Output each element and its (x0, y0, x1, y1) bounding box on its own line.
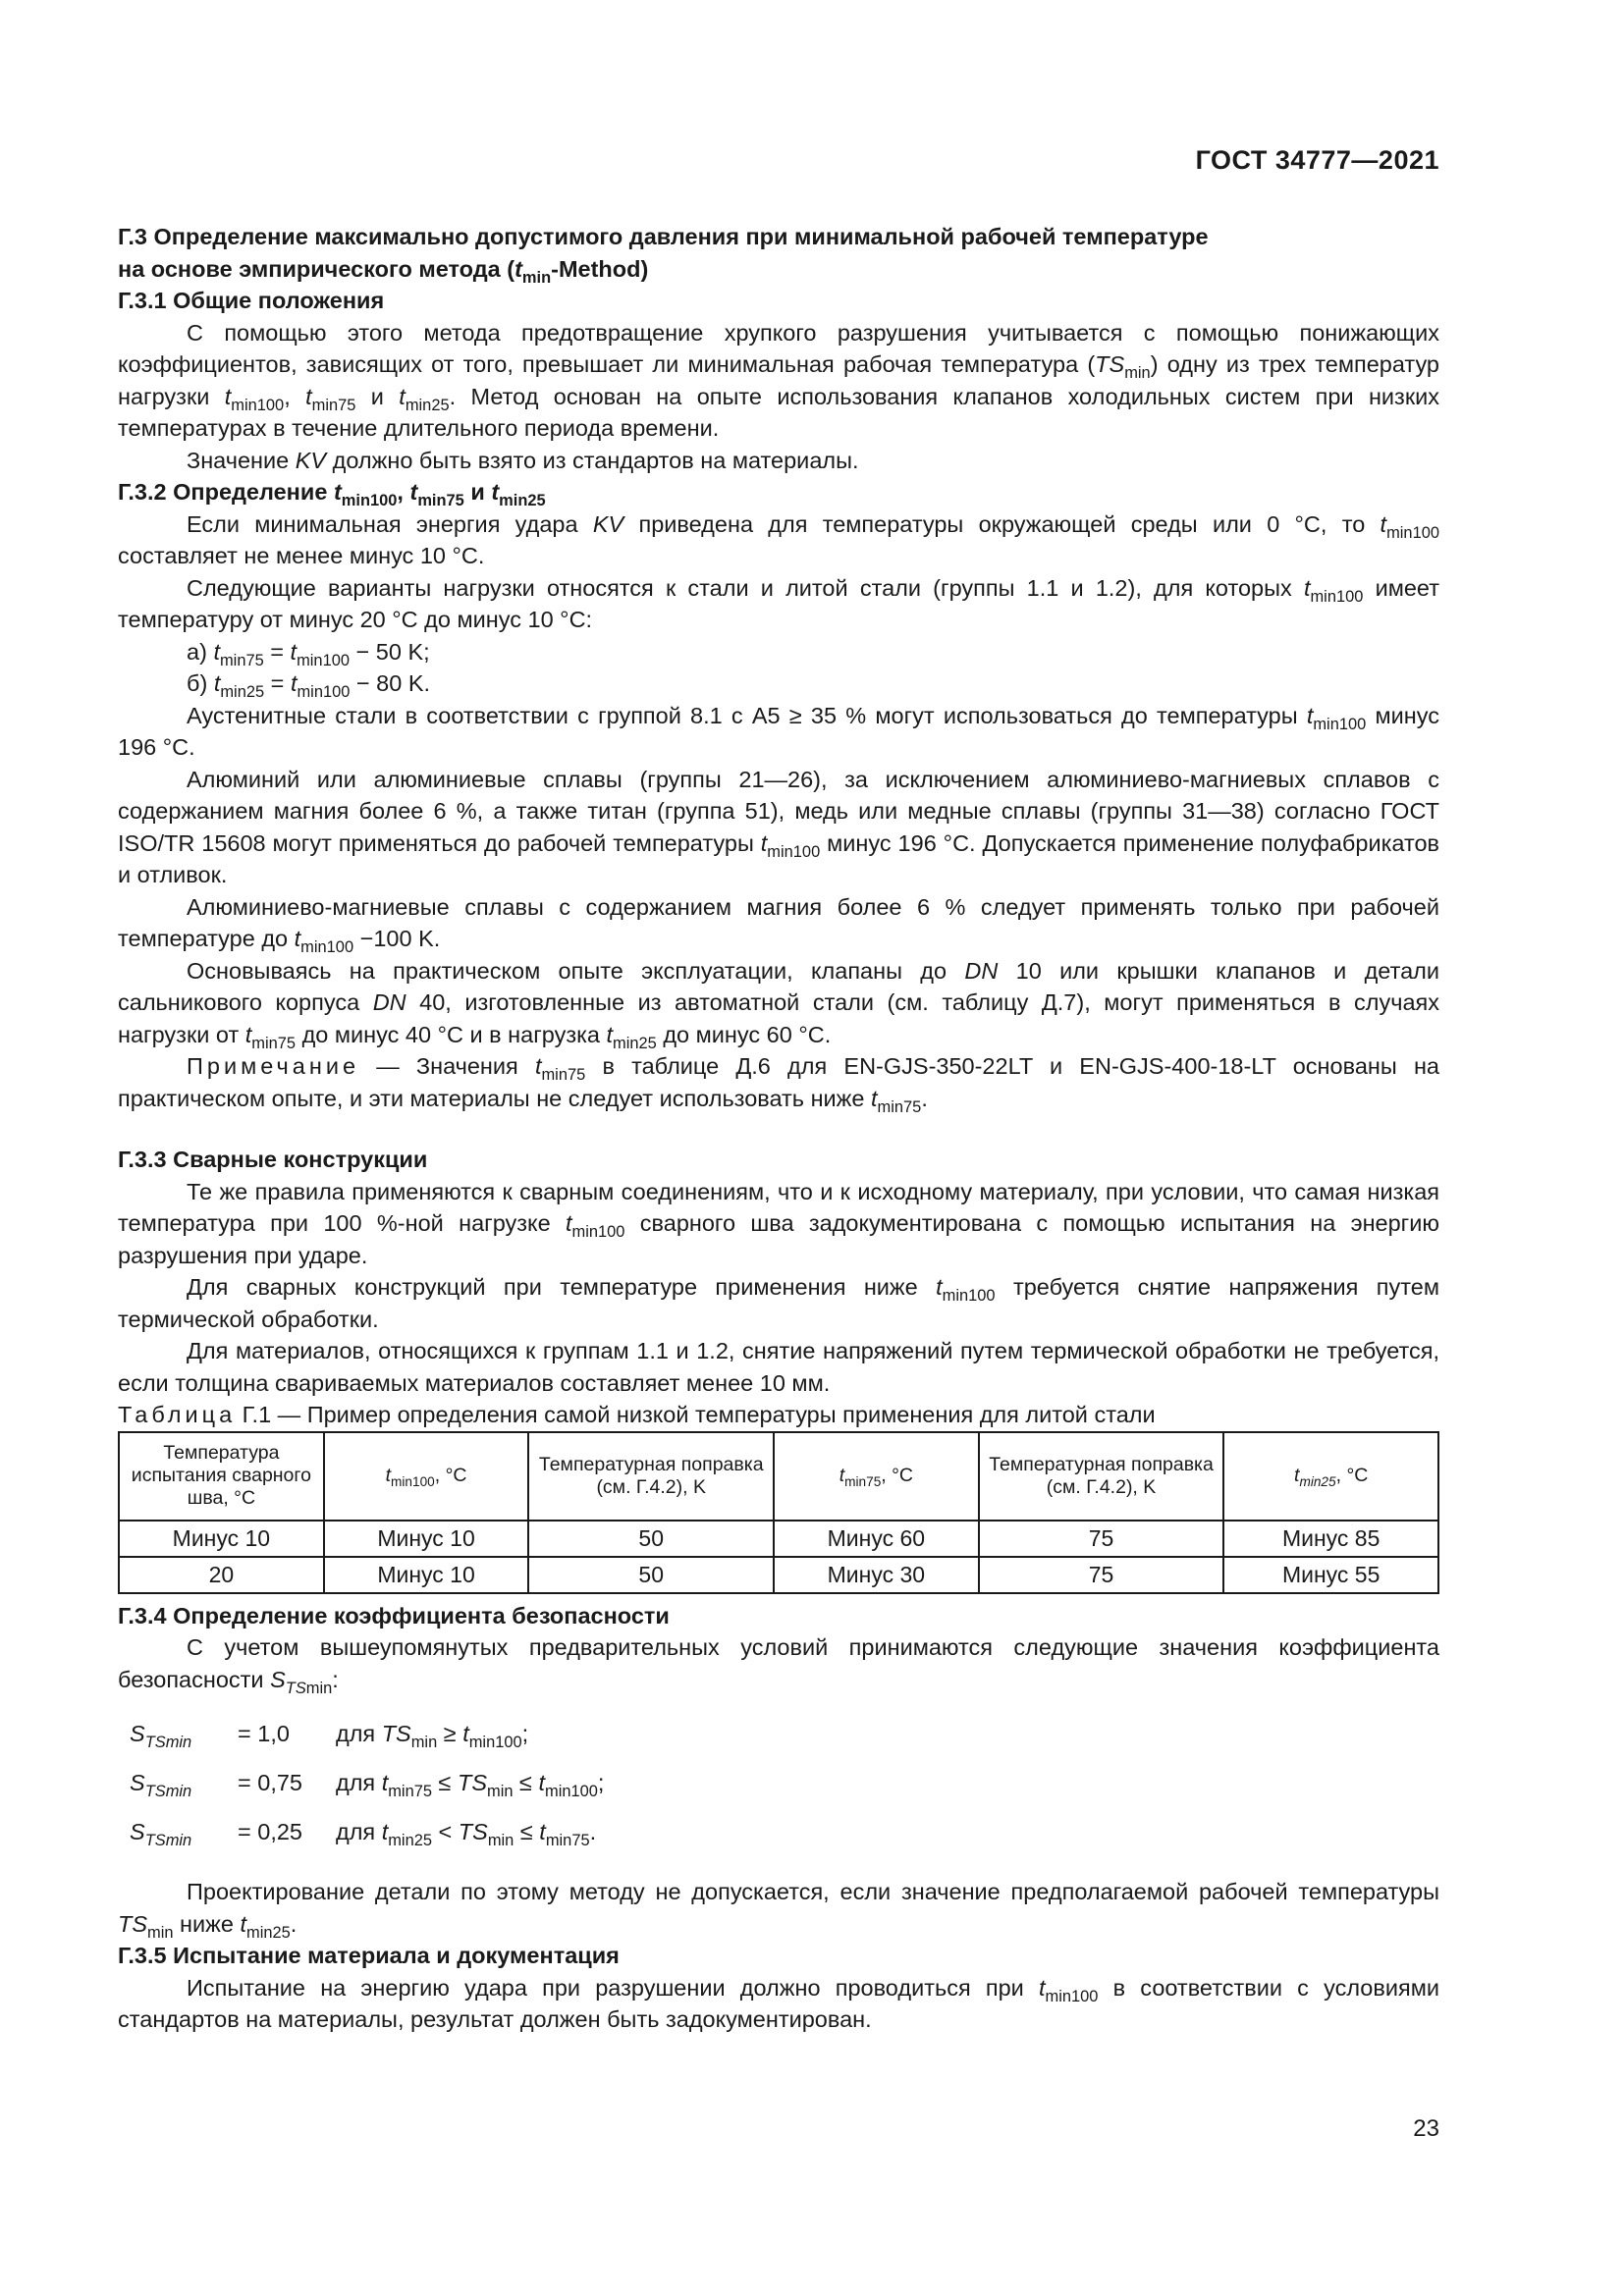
paragraph: Испытание на энергию удара при разрушении должно проводиться при $t_{min100}$ в соответствии с условиями стандартов на материалы, результат должен быть задокументирован. (118, 1974, 1439, 2032)
table-cell: 50 (528, 1521, 774, 1557)
formula-condition: для $TS_{min} \ge t_{min100}$; (336, 1721, 529, 1751)
paragraph: Аустенитные стали в соответствии с группой 8.1 с A5 ≥ 35 % могут использоваться до температуры $t_{min100}$ минус 196 °С. (118, 702, 1439, 760)
paragraph: Если минимальная энергия удара KV приведена для температуры окружающей среды или 0 °С, то $t_{min100}$ составляет не менее минус 10 °С. (118, 510, 1439, 568)
list-item: а) $t_{min75} = t_{min100} - 50$ K; (187, 638, 430, 669)
paragraph: Алюминий или алюминиевые сплавы (группы 21—26), за исключением алюминиево-магниевых сплавов с содержанием магния более 6 %, а также титан (группа 51), медь или медные сплавы (группы 31—38) согласно ГОСТ ISO/TR 15608 могут применяться до рабочей температуры $t_{min100}$ минус 196 °С. Допускается применение полуфабрикатов и отливок. (118, 766, 1439, 887)
table-cell: Минус 10 (119, 1521, 324, 1557)
table-g1 (118, 1431, 1439, 1594)
table-cell: Минус 55 (1223, 1557, 1438, 1593)
table-header-row (119, 1432, 1438, 1521)
formula-value: = 0,25 (238, 1819, 302, 1844)
section-g3-title: Г.3 Определение максимально допустимого давления при минимальной рабочей температуре на основе эмпирического метода $(t_{min}-Method)$ (118, 224, 1209, 287)
table-cell: Минус 10 (324, 1557, 529, 1593)
table-cell: 75 (979, 1557, 1224, 1593)
paragraph: Для материалов, относящихся к группам 1.1 и 1.2, снятие напряжений путем термической обработки не требуется, если толщина свариваемых материалов составляет менее 10 мм. (118, 1338, 1439, 1396)
table-header-cell: Температура испытания сварного шва, °С (119, 1432, 324, 1521)
paragraph: Следующие варианты нагрузки относятся к стали и литой стали (группы 1.1 и 1.2), для которых $t_{min100}$ имеет температуру от минус 20 °С до минус 10 °С: (118, 574, 1439, 632)
paragraph: Основываясь на практическом опыте эксплуатации, клапаны до DN 10 или крышки клапанов и детали сальникового корпуса DN 40, изготовленные из автоматной стали (см. таблицу Д.7), могут применяться в случаях нагрузки от $t_{min75}$ до минус 40 °С и в нагрузка $t_{min25}$ до минус 60 °С. (118, 957, 1439, 1052)
section-g32-heading: Г.3.2 Определение $t_{min100}$, $t_{min75}$ и $t_{min25}$ (118, 479, 546, 509)
paragraph: С помощью этого метода предотвращение хрупкого разрушения учитывается с помощью понижающих коэффициентов, зависящих от того, превышает ли минимальная рабочая температура $(TS_{min})$ одну из трех температур нагрузки $t_{min100}$, $t_{min75}$ и $t_{min25}$. Метод основан на опыте использования клапанов холодильных систем при низких температурах в течение длительного периода времени. (118, 319, 1439, 441)
section-g34-heading: Г.3.4 Определение коэффициента безопасности (118, 1602, 670, 1629)
safety-factor-formulas (130, 1709, 1439, 1856)
formula-lhs: $S_{TSmin}$ (130, 1819, 192, 1849)
paragraph: Значение KV должно быть взято из стандартов на материалы. (187, 447, 859, 473)
note: Примечание — Значения $t_{min75}$ в таблице Д.6 для EN-GJS-350-22LT и EN-GJS-400-18-LT основаны на практическом опыте, и эти материалы не следует использовать ниже $t_{min75}$. (118, 1053, 1439, 1116)
table-header-cell: $t_{min25}$, °С (1223, 1432, 1438, 1521)
paragraph: Для сварных конструкций при температуре применения ниже $t_{min100}$ требуется снятие напряжения путем термической обработки. (118, 1274, 1439, 1332)
list-item: б) $t_{min25} = t_{min100} - 80$ K. (187, 670, 431, 701)
formula-lhs: $S_{TSmin}$ (130, 1770, 192, 1800)
paragraph: Те же правила применяются к сварным соединениям, что и к исходному материалу, при условии, что самая низкая температура при 100 %-ной нагрузке $t_{min100}$ сварного шва задокументирована с помощью испытания на энергию разрушения при ударе. (118, 1178, 1440, 1268)
table-cell: Минус 60 (774, 1521, 979, 1557)
formula-condition: для $t_{min75} \le TS_{min} \le t_{min100}$; (336, 1770, 605, 1800)
formula-lhs: $S_{TSmin}$ (130, 1721, 192, 1751)
table-cell: 20 (119, 1557, 324, 1593)
table-cell: 50 (528, 1557, 774, 1593)
document-id: ГОСТ 34777—2021 (1195, 145, 1439, 175)
table-cell: Минус 10 (324, 1521, 529, 1557)
main-content (118, 221, 1439, 2036)
paragraph: Алюминиево-магниевые сплавы с содержанием магния более 6 % следует применять только при рабочей температуре до $t_{min100} -100$ K. (118, 893, 1439, 956)
formula-value: = 1,0 (238, 1721, 290, 1746)
table-cell: Минус 30 (774, 1557, 979, 1593)
section-g31-heading: Г.3.1 Общие положения (118, 288, 385, 313)
paragraph: Проектирование детали по этому методу не допускается, если значение предполагаемой рабочей температуры $TS_{min}$ ниже $t_{min25}$. (118, 1879, 1439, 1942)
section-g35-heading: Г.3.5 Испытание материала и документация (118, 1943, 620, 1968)
formula-condition: для $t_{min25} < TS_{min} \le t_{min75}$. (336, 1819, 597, 1849)
table-header-cell: $t_{min75}$, °С (774, 1432, 979, 1521)
table-caption: Таблица Г.1 — Пример определения самой низкой температуры применения для литой стали (118, 1402, 1156, 1427)
table-header-cell: Температурная поправка (см. Г.4.2), K (528, 1432, 774, 1521)
table-row (119, 1557, 1438, 1593)
table-cell: 75 (979, 1521, 1224, 1557)
formula-value: = 0,75 (238, 1770, 302, 1795)
page-number: 23 (1413, 2115, 1439, 2142)
table-cell: Минус 85 (1223, 1521, 1438, 1557)
table-header-cell: $t_{min100}$, °С (324, 1432, 529, 1521)
paragraph: С учетом вышеупомянутых предварительных условий принимаются следующие значения коэффициента безопасности $S_{TSmin}$: (118, 1634, 1439, 1697)
table-row (119, 1521, 1438, 1557)
section-g33-heading: Г.3.3 Сварные конструкции (118, 1147, 428, 1172)
table-header-cell: Температурная поправка (см. Г.4.2), K (979, 1432, 1224, 1521)
